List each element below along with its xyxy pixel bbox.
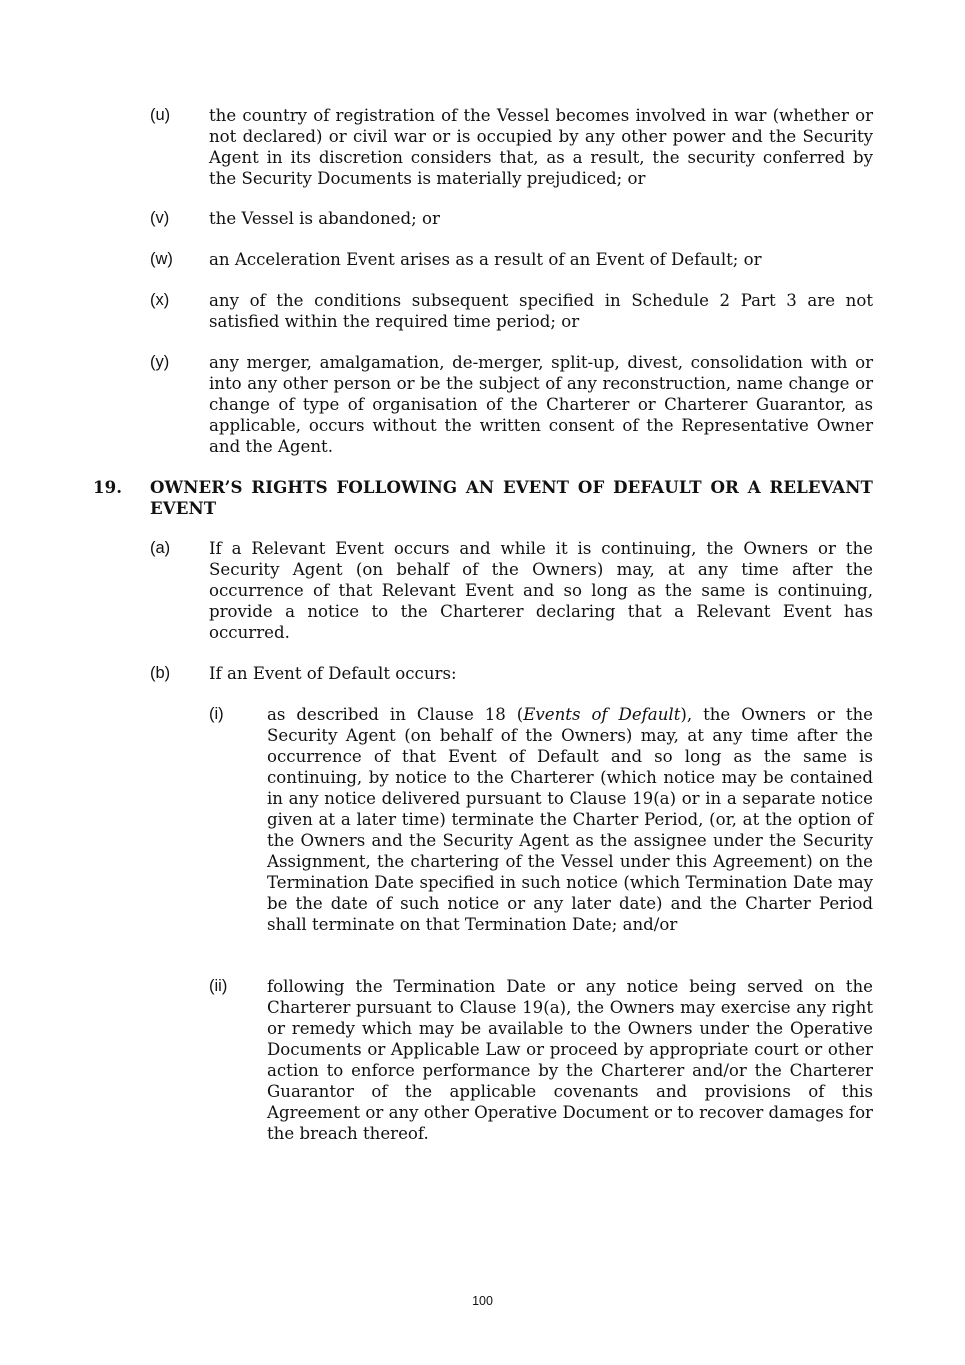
item-text-y: any merger, amalgamation, de-merger, split-up, divest, consolidation with or into any other person or be the subject of any reconstruction, name change or change of type of organisation of the Charterer or Charterer Guarantor, as applicable, occurs without the written consent of the Representative Owner and the Agent.	[209, 353, 873, 456]
item-text-v: the Vessel is abandoned; or	[209, 209, 440, 228]
sub-item-marker-ii: (ii)	[209, 977, 228, 995]
item-marker-b: (b)	[150, 664, 171, 682]
item-marker-a: (a)	[150, 539, 171, 557]
item-text-a: If a Relevant Event occurs and while it is continuing, the Owners or the Security Agent (on behalf of the Owners) may, at any time after the occurrence of that Relevant Event and so long as the same is continuing, provide a notice to the Charterer declaring that a Relevant Event has occurred.	[209, 539, 873, 642]
item-marker-x: (x)	[150, 291, 170, 309]
sub-item-text-i	[267, 704, 873, 935]
clause-heading: OWNER’S RIGHTS FOLLOWING AN EVENT OF DEFAULT OR A RELEVANT EVENT	[150, 477, 873, 518]
sub-item-text-ii: following the Termination Date or any notice being served on the Charterer pursuant to Clause 19(a), the Owners may exercise any right or remedy which may be available to the Owners under the Operative Documents or Applicable Law or proceed by appropriate court or other action to enforce performance by the Charterer and/or the Charterer Guarantor of the applicable covenants and provisions of this Agreement or any other Operative Document or to recover damages for the breach thereof.	[267, 977, 873, 1143]
item-marker-w: (w)	[150, 250, 173, 268]
item-marker-y: (y)	[150, 353, 170, 371]
cross-reference-title: Events of Default	[523, 705, 681, 724]
item-marker-v: (v)	[150, 209, 170, 227]
item-text-b: If an Event of Default occurs:	[209, 664, 457, 683]
page-number: 100	[472, 1294, 493, 1308]
item-text-w: an Acceleration Event arises as a result of an Event of Default; or	[209, 250, 762, 269]
sub-item-text-i-after: ), the Owners or the Security Agent (on behalf of the Owners) may, at any time after the occurrence of that Event of Default and so long as the same is continuing, by notice to the Charterer (which notice may be contained in any notice delivered pursuant to Clause 19(a) or in a separate notice given at a later time) terminate the Charter Period, (or, at the option of the Owners and the Security Agent as the assignee under the Security Assignment, the chartering of the Vessel under this Agreement) on the Termination Date specified in such notice (which Termination Date may be the date of such notice or any later date) and the Charter Period shall terminate on that Termination Date; and/or	[267, 705, 873, 934]
item-text-x: any of the conditions subsequent specified in Schedule 2 Part 3 are not satisfied within the required time period; or	[209, 291, 873, 331]
clause-number: 19.	[93, 477, 123, 497]
item-marker-u: (u)	[150, 106, 171, 124]
sub-item-text-i-before: as described in Clause 18 (	[267, 705, 524, 724]
item-text-u: the country of registration of the Vessel becomes involved in war (whether or not declared) or civil war or is occupied by any other power and the Security Agent in its discretion considers that, as a result, the security conferred by the Security Documents is materially prejudiced; or	[209, 106, 873, 188]
sub-item-marker-i: (i)	[209, 705, 224, 723]
